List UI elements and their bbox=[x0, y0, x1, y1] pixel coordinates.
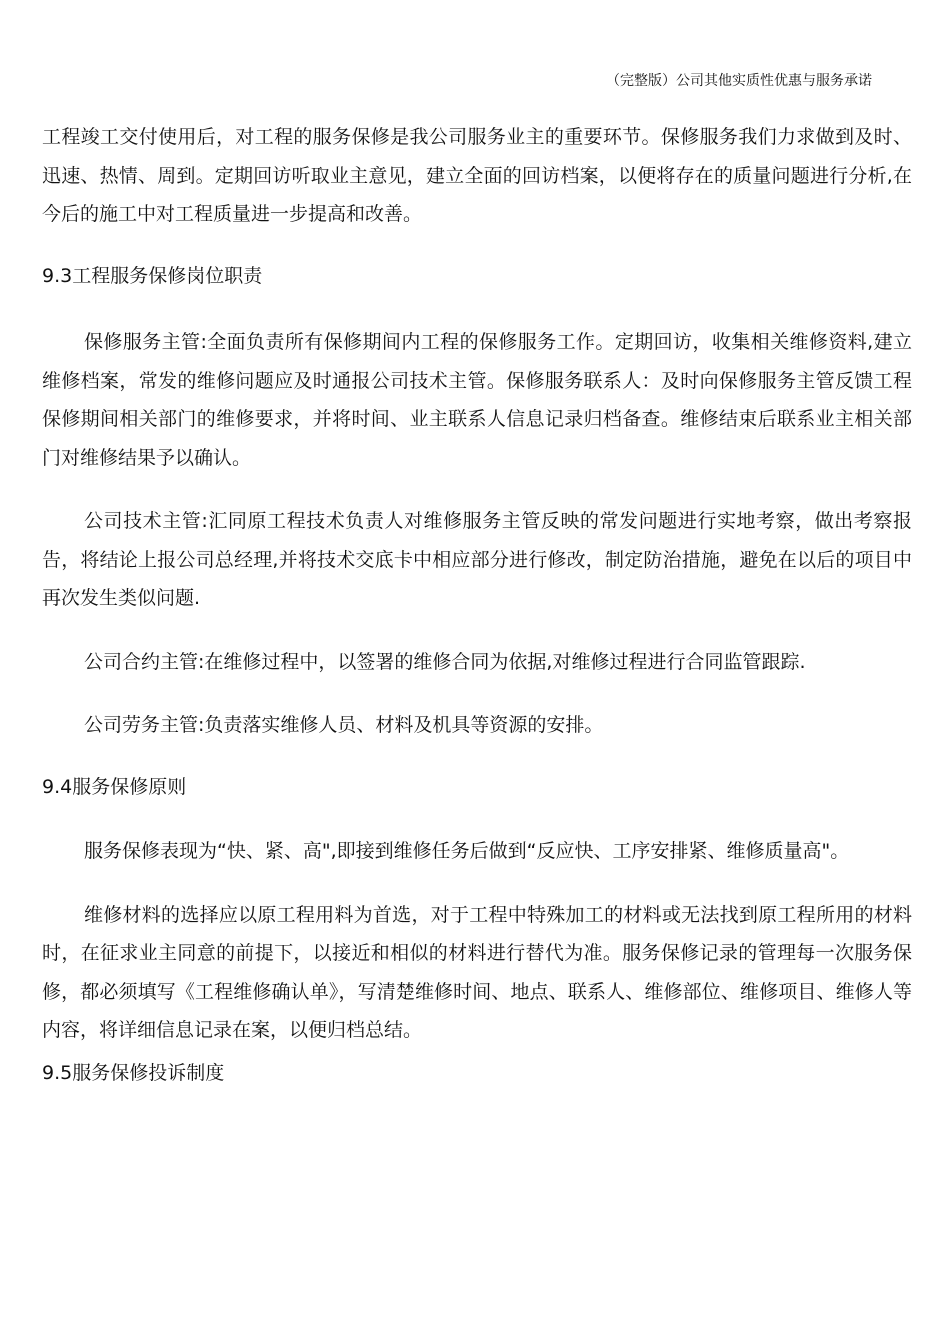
duty-paragraph-service-supervisor: 保修服务主管:全面负责所有保修期间内工程的保修服务工作。定期回访，收集相关维修资料,建立维修档案，常发的维修问题应及时通报公司技术主管。保修服务联系人：及时向保修服务主管反馈工程保修期间相关部门的维修要求，并将时间、业主联系人信息记录归档备查。维修结束后联系业主相关部门对维修结果予以确认。 bbox=[42, 331, 912, 469]
principle-paragraph-speed: 服务保修表现为“快、紧、高",即接到维修任务后做到“反应快、工序安排紧、维修质量高"。 bbox=[84, 840, 850, 862]
section-heading-9-5: 9.5服务保修投诉制度 bbox=[42, 1061, 225, 1084]
duty-paragraph-labor-supervisor: 公司劳务主管:负责落实维修人员、材料及机具等资源的安排。 bbox=[84, 714, 604, 736]
duty-paragraph-contract-supervisor: 公司合约主管:在维修过程中，以签署的维修合同为依据,对维修过程进行合同监管跟踪. bbox=[84, 650, 806, 673]
principle-paragraph-materials: 维修材料的选择应以原工程用料为首选，对于工程中特殊加工的材料或无法找到原工程所用的材料时，在征求业主同意的前提下，以接近和相似的材料进行替代为准。服务保修记录的管理每一次服务保修，都必须填写《工程维修确认单》，写清楚维修时间、地点、联系人、维修部位、维修项目、维修人等内容，将详细信息记录在案，以便归档总结。 bbox=[42, 903, 912, 1041]
document-body bbox=[42, 118, 912, 1092]
running-header: （完整版）公司其他实质性优惠与服务承诺 bbox=[606, 73, 872, 89]
intro-paragraph: 工程竣工交付使用后，对工程的服务保修是我公司服务业主的重要环节。保修服务我们力求做到及时、迅速、热情、周到。定期回访听取业主意见，建立全面的回访档案，以便将存在的质量问题进行分析,在今后的施工中对工程质量进一步提高和改善。 bbox=[42, 126, 912, 225]
duty-paragraph-technical-supervisor: 公司技术主管:汇同原工程技术负责人对维修服务主管反映的常发问题进行实地考察，做出考察报告，将结论上报公司总经理,并将技术交底卡中相应部分进行修改，制定防治措施，避免在以后的项目中再次发生类似问题. bbox=[42, 510, 912, 609]
section-heading-9-3: 9.3工程服务保修岗位职责 bbox=[42, 264, 263, 287]
section-heading-9-4: 9.4服务保修原则 bbox=[42, 775, 187, 798]
